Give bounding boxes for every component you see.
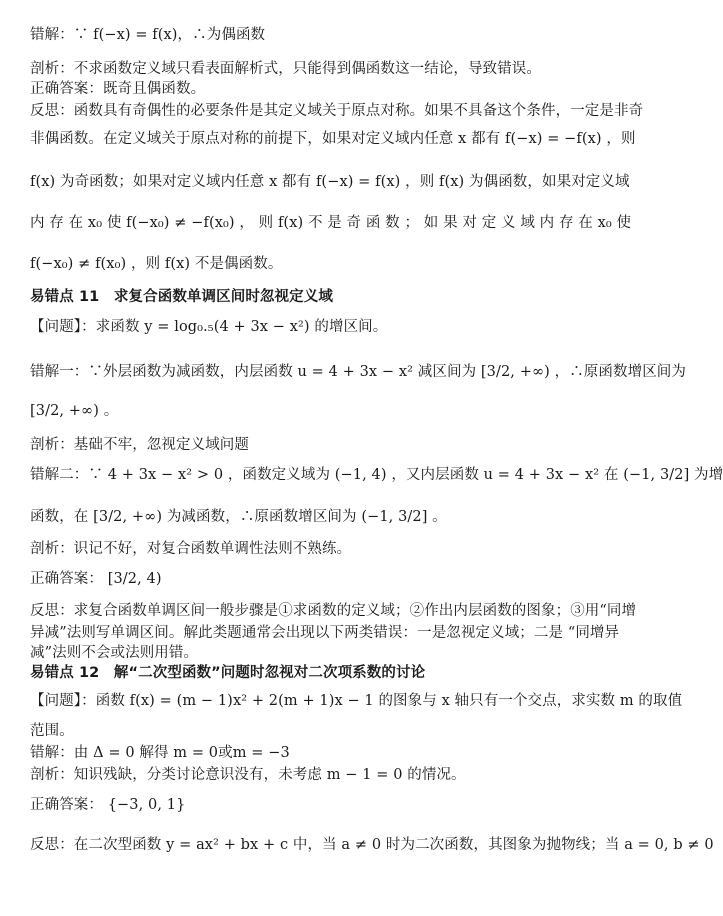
text-line-wrong-solution-12: 错解：由 Δ = 0 解得 m = 0或m = −3 bbox=[30, 745, 290, 761]
text-line-analysis: 剖析：不求函数定义域只看表面解析式，只能得到偶函数这一结论，导致错误。 bbox=[30, 61, 541, 77]
text-line-problem-12b: 范围。 bbox=[30, 723, 74, 739]
text-line-wrong-solution-2a: 错解二：∵ 4 + 3x − x² > 0 ，函数定义域为 (−1, 4) ，又内层函数 u = 4 + 3x − x² 在 (−1, 3/2] 为增 bbox=[30, 467, 723, 483]
text-line-wrong-solution-1b: [3/2, +∞) 。 bbox=[30, 403, 119, 419]
text-line-reflection-4: 内 存 在 x₀ 使 f(−x₀) ≠ −f(x₀) ， 则 f(x) 不 是 奇 函 数 ； 如 果 对 定 义 域 内 存 在 x₀ 使 bbox=[30, 215, 632, 231]
text-line-problem-11: 【问题】：求函数 y = log₀.₅(4 + 3x − x²) 的增区间。 bbox=[30, 319, 388, 335]
text-line-reflection-11c: 减”法则不会或法则用错。 bbox=[30, 645, 199, 661]
text-line-analysis-12: 剖析：知识残缺，分类讨论意识没有，未考虑 m − 1 = 0 的情况。 bbox=[30, 767, 466, 783]
text-line-correct-answer: 正确答案：既奇且偶函数。 bbox=[30, 81, 206, 97]
text-line-reflection-11a: 反思：求复合函数单调区间一般步骤是①求函数的定义域；②作出内层函数的图象；③用“同增 bbox=[30, 603, 637, 619]
text-line-reflection-5: f(−x₀) ≠ f(x₀) ，则 f(x) 不是偶函数。 bbox=[30, 256, 283, 272]
text-line-correct-answer-11: 正确答案： [3/2, 4) bbox=[30, 571, 162, 587]
text-line-reflection-2: 非偶函数。在定义域关于原点对称的前提下，如果对定义域内任意 x 都有 f(−x) = −f(x) ，则 bbox=[30, 131, 636, 147]
text-line-reflection-3: f(x) 为奇函数；如果对定义域内任意 x 都有 f(−x) = f(x) ，则 f(x) 为偶函数，如果对定义域 bbox=[30, 174, 630, 190]
text-line-wrong-solution-2b: 函数，在 [3/2, +∞) 为减函数，∴原函数增区间为 (−1, 3/2] 。 bbox=[30, 509, 447, 525]
text-line-reflection-11b: 异减”法则写单调区间。解此类题通常会出现以下两类错误：一是忽视定义域；二是 “同增异 bbox=[30, 625, 620, 641]
text-line-reflection-12: 反思：在二次型函数 y = ax² + bx + c 中，当 a ≠ 0 时为二次函数，其图象为抛物线；当 a = 0, b ≠ 0 bbox=[30, 837, 714, 853]
text-line-problem-12a: 【问题】：函数 f(x) = (m − 1)x² + 2(m + 1)x − 1 的图象与 x 轴只有一个交点，求实数 m 的取值 bbox=[30, 693, 683, 709]
text-line-analysis-11a: 剖析：基础不牢，忽视定义域问题 bbox=[30, 437, 249, 453]
text-line-reflection-1: 反思：函数具有奇偶性的必要条件是其定义域关于原点对称。如果不具备这个条件，一定是非奇 bbox=[30, 103, 644, 119]
text-line-wrong-solution: 错解：∵ f(−x) = f(x)，∴为偶函数 bbox=[30, 27, 266, 43]
text-line-analysis-11b: 剖析：识记不好，对复合函数单调性法则不熟练。 bbox=[30, 541, 352, 557]
section-heading-12: 易错点 12 解“二次型函数”问题时忽视对二次项系数的讨论 bbox=[30, 665, 426, 681]
text-line-correct-answer-12: 正确答案： {−3, 0, 1} bbox=[30, 797, 186, 813]
text-line-wrong-solution-1a: 错解一：∵外层函数为减函数，内层函数 u = 4 + 3x − x² 减区间为 [3/2, +∞) ，∴原函数增区间为 bbox=[30, 364, 686, 380]
section-heading-11: 易错点 11 求复合函数单调区间时忽视定义域 bbox=[30, 289, 333, 305]
